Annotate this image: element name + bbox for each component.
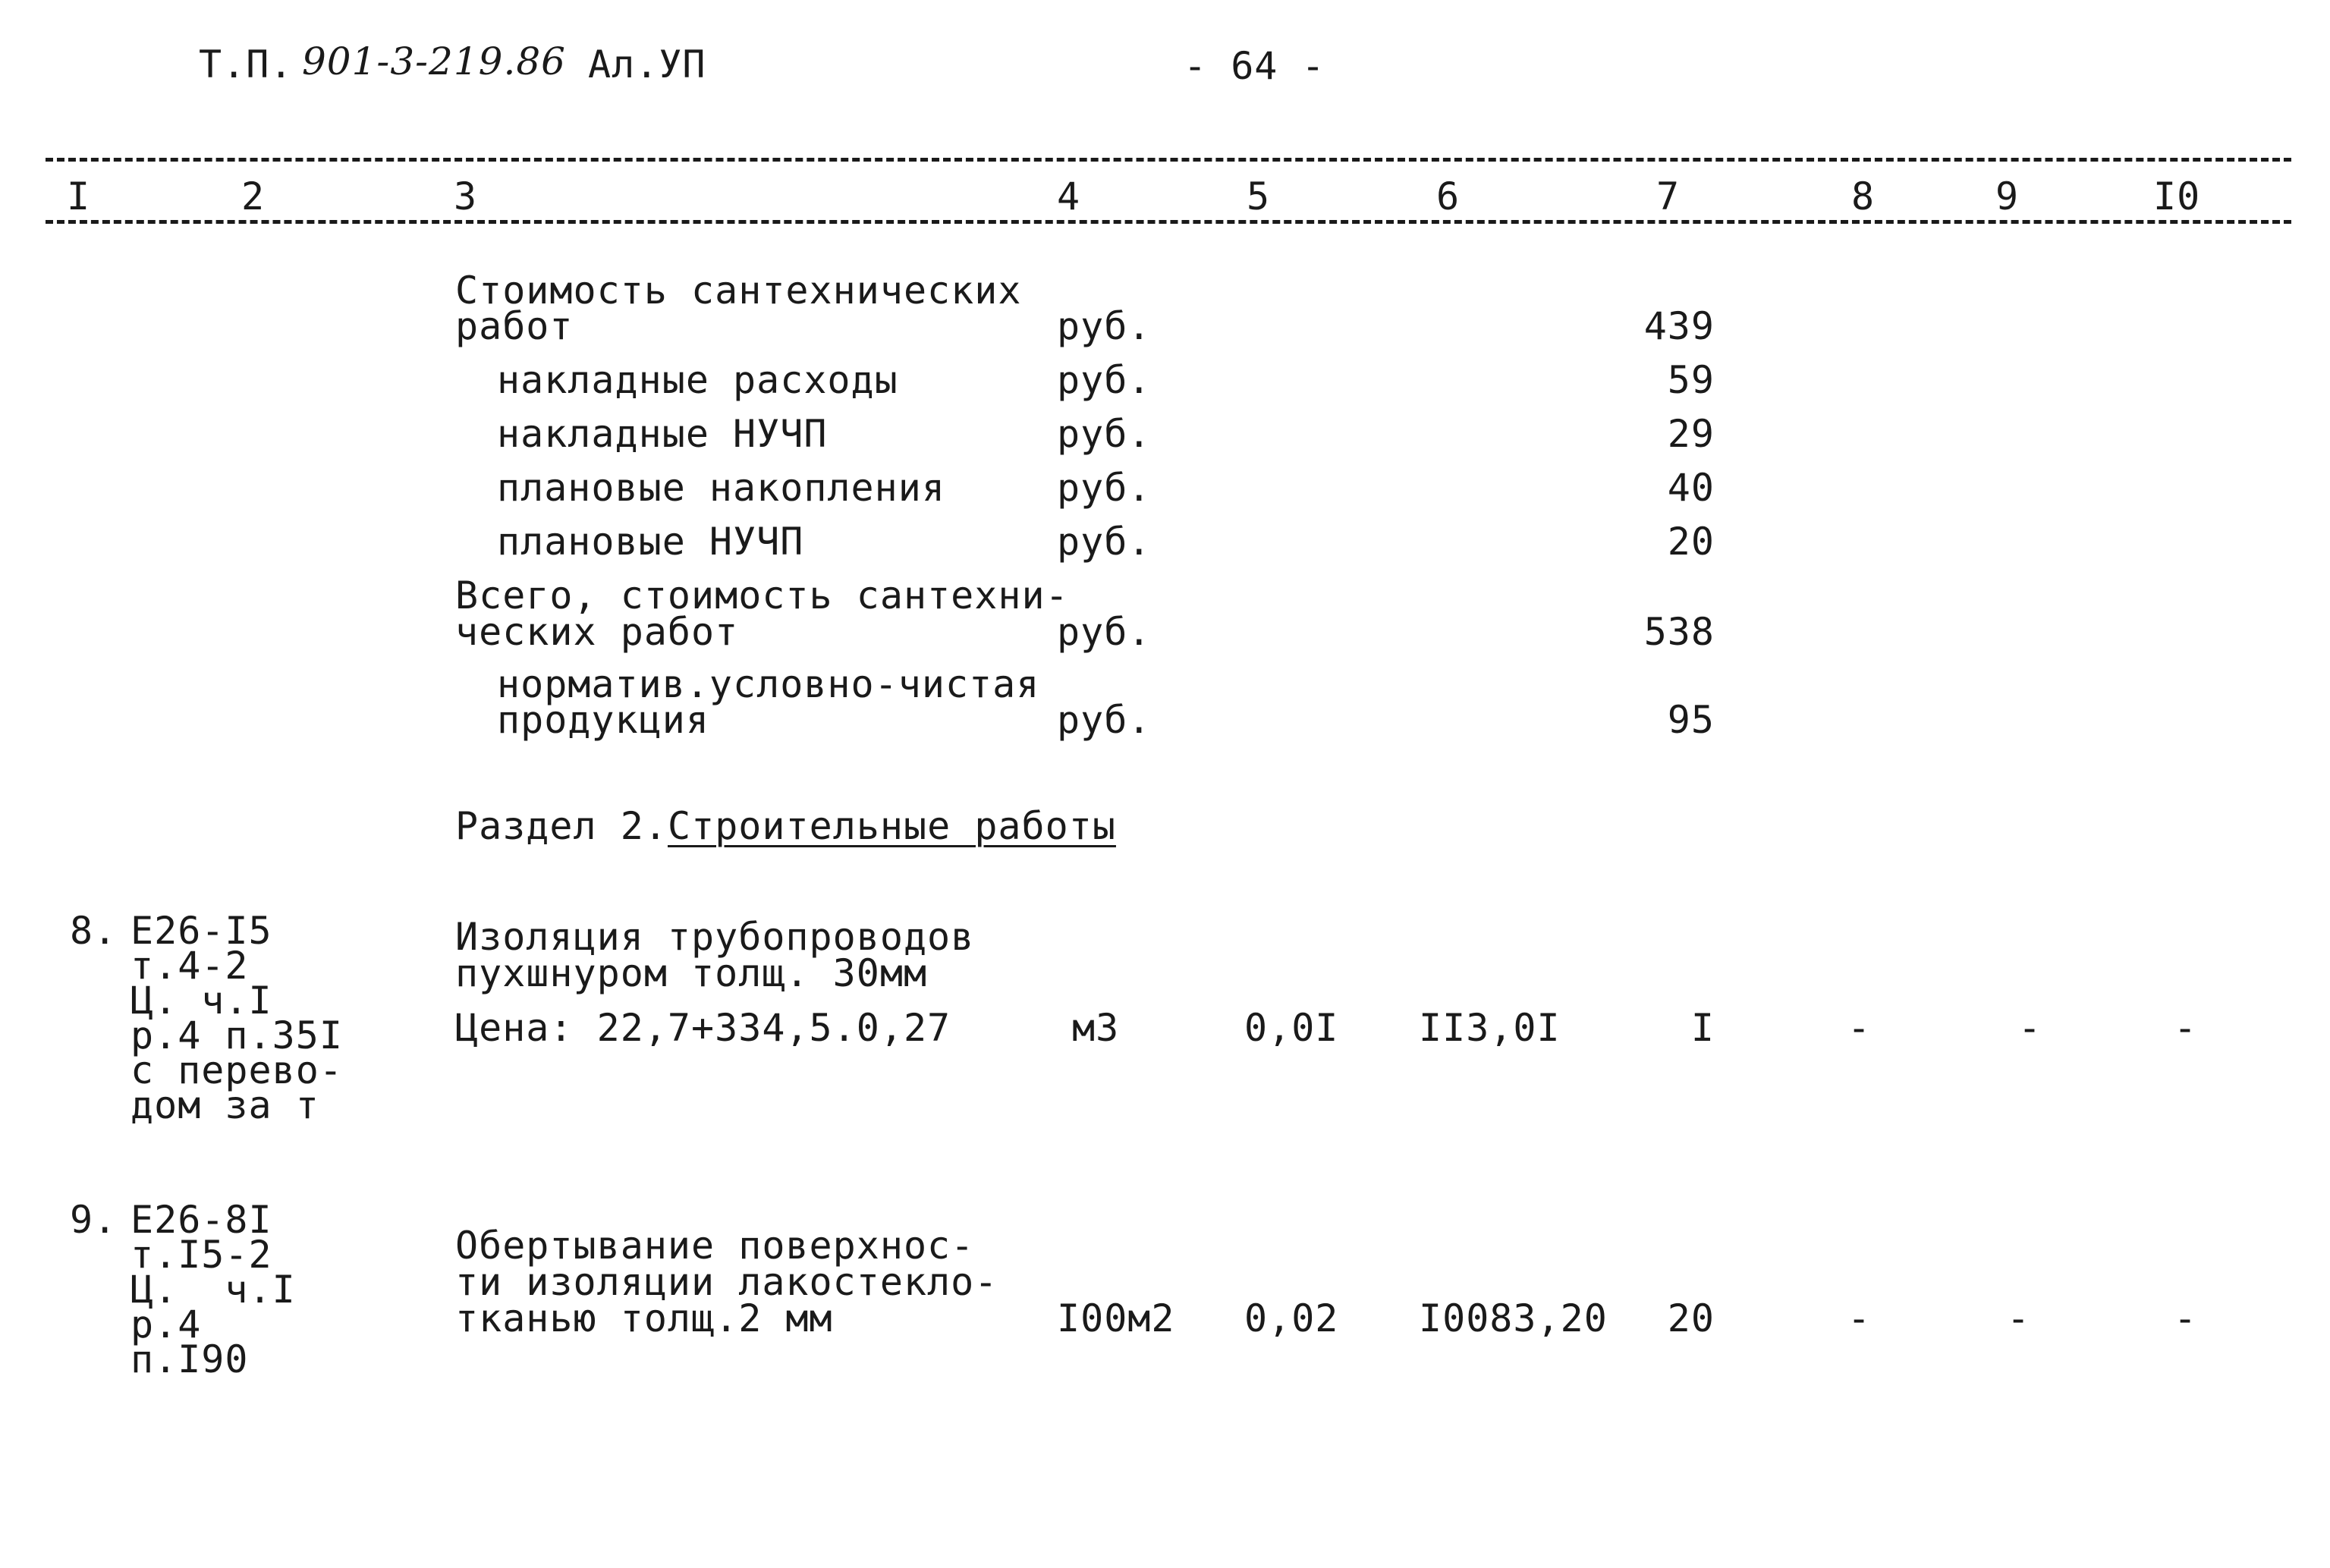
divider-bottom	[46, 220, 2291, 224]
item-total: I	[1690, 1006, 1715, 1050]
summary-value: 40	[1667, 466, 1715, 510]
summary-unit: руб.	[1057, 358, 1152, 402]
col-7: 7	[1656, 174, 1681, 218]
item-col10: -	[2174, 1006, 2198, 1050]
item-total: 20	[1667, 1296, 1715, 1340]
doc-code: 901-3-219.86	[302, 39, 566, 83]
item-unit-cost: II3,0I	[1419, 1006, 1561, 1050]
col-2: 2	[241, 174, 266, 218]
col-4: 4	[1057, 174, 1081, 218]
item-ref: р.4	[130, 1302, 202, 1346]
summary-label: норматив.условно-чистая	[497, 662, 1040, 706]
album-number: Ал.УП	[588, 42, 706, 86]
item-ref: Ц. ч.I	[130, 1268, 296, 1312]
col-6: 6	[1436, 174, 1461, 218]
col-5: 5	[1247, 174, 1271, 218]
summary-label: накладные НУЧП	[497, 412, 828, 456]
section-title: Строительные работы	[668, 804, 1116, 848]
summary-value: 538	[1643, 610, 1715, 654]
summary-label: плановые накопления	[497, 466, 945, 510]
item-description: пухшнуром толщ. 30мм	[455, 951, 928, 995]
item-ref: Е26-8I	[130, 1198, 272, 1242]
col-3: 3	[454, 174, 478, 218]
summary-unit: руб.	[1057, 304, 1152, 348]
section-prefix: Раздел 2.	[455, 804, 668, 848]
summary-label: работ	[455, 304, 574, 348]
col-8: 8	[1851, 174, 1876, 218]
item-col8: -	[1847, 1296, 1872, 1340]
summary-value: 95	[1667, 698, 1715, 742]
item-col9: -	[2007, 1296, 2031, 1340]
summary-label: продукция	[497, 698, 709, 742]
summary-label: ческих работ	[455, 610, 739, 654]
item-col10: -	[2174, 1296, 2198, 1340]
item-price: Цена: 22,7+334,5.0,27	[455, 1006, 951, 1050]
item-ref: Ц. ч.I	[130, 979, 272, 1023]
summary-value: 59	[1667, 358, 1715, 402]
item-ref: т.I5-2	[130, 1233, 272, 1277]
item-ref: т.4-2	[130, 944, 249, 988]
col-9: 9	[1995, 174, 2020, 218]
summary-label: Всего, стоимость сантехни-	[455, 573, 1069, 617]
item-description: ти изоляции лакостекло-	[455, 1260, 998, 1304]
item-ref: с перево-	[130, 1048, 343, 1092]
item-unit: м3	[1072, 1006, 1120, 1050]
item-unit-cost: I0083,20	[1419, 1296, 1608, 1340]
summary-label: Стоимость сантехнических	[455, 269, 1022, 313]
item-ref: р.4 п.35I	[130, 1013, 343, 1057]
item-ref: дом за т	[130, 1083, 319, 1127]
item-ref: п.I90	[130, 1337, 249, 1381]
summary-value: 29	[1667, 412, 1715, 456]
summary-value: 20	[1667, 520, 1715, 564]
item-quantity: 0,02	[1244, 1296, 1339, 1340]
item-number: 8.	[70, 909, 118, 953]
col-1: I	[67, 174, 91, 218]
summary-unit: руб.	[1057, 698, 1152, 742]
summary-unit: руб.	[1057, 412, 1152, 456]
summary-unit: руб.	[1057, 520, 1152, 564]
col-10: I0	[2153, 174, 2201, 218]
summary-label: плановые НУЧП	[497, 520, 804, 564]
item-col9: -	[2018, 1006, 2042, 1050]
page-number: - 64 -	[1184, 44, 1325, 88]
doc-prefix: Т.П.	[199, 42, 294, 86]
item-unit: I00м2	[1057, 1296, 1175, 1340]
summary-unit: руб.	[1057, 466, 1152, 510]
summary-unit: руб.	[1057, 610, 1152, 654]
summary-label: накладные расходы	[497, 358, 898, 402]
item-description: Обертывание поверхнос-	[455, 1224, 975, 1268]
item-quantity: 0,0I	[1244, 1006, 1339, 1050]
summary-value: 439	[1643, 304, 1715, 348]
divider-top	[46, 158, 2291, 162]
item-ref: Е26-I5	[130, 909, 272, 953]
item-col8: -	[1847, 1006, 1872, 1050]
item-description: Изоляция трубопроводов	[455, 915, 975, 959]
item-number: 9.	[70, 1198, 118, 1242]
item-description: тканью толщ.2 мм	[455, 1296, 833, 1340]
